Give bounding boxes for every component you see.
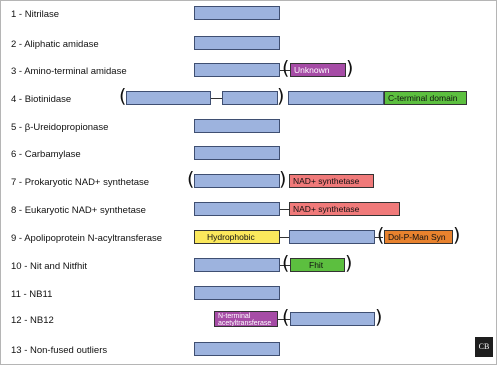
unknown-domain: Unknown xyxy=(290,63,346,77)
fhit-domain: Fhit xyxy=(290,258,345,272)
nitrilase-domain xyxy=(194,63,280,77)
row-nitrilase xyxy=(1,6,496,24)
row-nit-and-nitfhit xyxy=(1,252,496,276)
open-paren-glyph: ( xyxy=(119,85,127,107)
publisher-logo: CB xyxy=(475,337,493,357)
row-prokaryotic-nad-synthetase xyxy=(1,168,496,192)
row-apolipoprotein-n-acyltransferase xyxy=(1,224,496,248)
row-label: 2 - Aliphatic amidase xyxy=(11,39,99,50)
close-paren-glyph: ) xyxy=(375,306,383,328)
row-label: 1 - Nitrilase xyxy=(11,9,60,20)
dol-p-man-syn-domain: Dol-P-Man Syn xyxy=(384,230,453,244)
close-paren-glyph: ) xyxy=(345,252,353,274)
hydrophobic-domain: Hydrophobic xyxy=(194,230,280,244)
open-paren-glyph: ( xyxy=(282,306,290,328)
nad-synthetase-domain: NAD+ synthetase xyxy=(289,202,400,216)
row-label: 8 - Eukaryotic NAD+ synthetase xyxy=(11,205,146,216)
nitrilase-domain xyxy=(194,36,280,50)
n-terminal-acetyltransferase-domain xyxy=(214,311,278,327)
tag-line: acetyltransferase xyxy=(218,320,272,327)
nitrilase-domain xyxy=(194,342,280,356)
open-paren-glyph: ( xyxy=(187,168,195,190)
linker-line xyxy=(280,209,289,210)
linker-line xyxy=(280,237,289,238)
nitrilase-domain xyxy=(194,174,280,188)
close-paren-glyph: ) xyxy=(277,85,285,107)
nitrilase-domain xyxy=(194,146,280,160)
c-terminal-domain: C-terminal domain xyxy=(384,91,467,105)
nitrilase-domain xyxy=(194,6,280,20)
nitrilase-domain xyxy=(290,312,375,326)
row-label: 3 - Amino-terminal amidase xyxy=(11,66,127,77)
biotinidase-domain xyxy=(288,91,384,105)
row-nb11 xyxy=(1,286,496,304)
row-label: 4 - Biotinidase xyxy=(11,94,72,105)
row-carbamylase xyxy=(1,146,496,164)
open-paren-glyph: ( xyxy=(377,224,385,246)
close-paren-glyph: ) xyxy=(453,224,461,246)
row-label: 11 - NB11 xyxy=(11,289,53,300)
linker-line xyxy=(211,98,222,99)
nitrilase-domain xyxy=(289,230,375,244)
row-label: 10 - Nit and Nitfhit xyxy=(11,261,88,272)
row-non-fused-outliers xyxy=(1,342,496,360)
row-label: 9 - Apolipoprotein N-acyltransferase xyxy=(11,233,163,244)
row-amino-terminal-amidase xyxy=(1,57,496,81)
row-label: 13 - Non-fused outliers xyxy=(11,345,108,356)
nitrilase-domain xyxy=(194,258,280,272)
row-biotinidase xyxy=(1,85,496,109)
nitrilase-domain xyxy=(194,286,280,300)
row-aliphatic-amidase xyxy=(1,36,496,54)
nitrilase-domain xyxy=(194,119,280,133)
row-label: 5 - β-Ureidopropionase xyxy=(11,122,109,133)
open-paren-glyph: ( xyxy=(282,252,290,274)
close-paren-glyph: ) xyxy=(279,168,287,190)
nitrilase-domain-part2 xyxy=(222,91,278,105)
row-label: 7 - Prokaryotic NAD+ synthetase xyxy=(11,177,150,188)
row-ureidopropionase xyxy=(1,119,496,137)
close-paren-glyph: ) xyxy=(346,57,354,79)
row-eukaryotic-nad-synthetase xyxy=(1,202,496,220)
nitrilase-domain xyxy=(194,202,280,216)
row-label: 6 - Carbamylase xyxy=(11,149,81,160)
row-label: 12 - NB12 xyxy=(11,315,54,326)
tag-line: N-terminal xyxy=(218,313,251,320)
nitrilase-domain-part1 xyxy=(126,91,211,105)
open-paren-glyph: ( xyxy=(282,57,290,79)
row-nb12 xyxy=(1,306,496,330)
nad-synthetase-domain: NAD+ synthetase xyxy=(289,174,374,188)
